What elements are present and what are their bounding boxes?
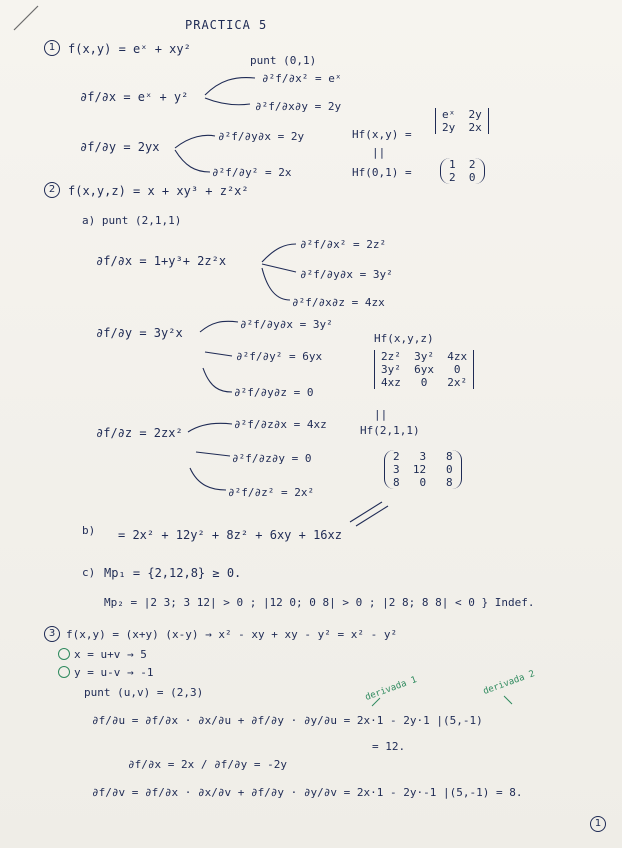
p2-dfdz-child: ∂²f/∂z∂y = 0 [232,452,312,465]
p3-chain-v: ∂f/∂v = ∂f/∂x · ∂x/∂v + ∂f/∂y · ∂y/∂v = 2x·1 - 2y·-1 |(5,-1) = 8. [92,786,523,799]
problem-1-number: 1 [44,40,60,56]
page-number: 1 [590,816,606,832]
p2-dfdy-child: ∂²f/∂y∂z = 0 [234,386,314,399]
problem-3-function: f(x,y) = (x+y) (x-y) → x² - xy + xy - y² = x² - y² [66,628,398,641]
p2-dfdx-child: ∂²f/∂x∂z = 4zx [292,296,385,309]
problem-3-number: 3 [44,626,60,642]
p1-dfdxdy: ∂²f/∂x∂y = 2y [255,100,342,113]
p2-hessian-point-row: 3 12 0 [393,463,453,476]
p3-y-definition: y = u-v → -1 [74,666,154,679]
p2-b-expression: = 2x² + 12y² + 8z² + 6xy + 16xz [118,528,342,542]
problem-1-function: f(x,y) = eˣ + xy² [68,42,191,56]
p2-dfdy: ∂f/∂y = 3y²x [96,326,183,340]
p3-x-definition: x = u+v → 5 [74,648,147,661]
p1-hessian-point-row: 2 0 [449,171,476,184]
p1-hessian-point-row: 1 2 [449,158,476,171]
p1-dfdy2: ∂²f/∂y² = 2x [212,166,292,179]
p3-label-derivada-1: derivada 1 [363,675,419,703]
p1-hessian-point-label: Hf(0,1) = [352,166,412,179]
p1-dfdydx: ∂²f/∂y∂x = 2y [218,130,305,143]
p1-dfdx: ∂f/∂x = eˣ + y² [80,90,189,104]
p1-dfdy: ∂f/∂y = 2yx [80,140,160,154]
p2-hessian-point-row: 2 3 8 [393,450,453,463]
p3-chain-u: ∂f/∂u = ∂f/∂x · ∂x/∂u + ∂f/∂y · ∂y/∂u = 2x·1 - 2y·1 |(5,-1) [92,714,483,727]
p2-hessian-row: 3y² 6yx 0 [381,363,461,376]
p2-hessian-label: Hf(x,y,z) [374,332,434,345]
p1-hessian-row: eˣ 2y [442,108,482,121]
p2-c-mp1: Mp₁ = {2,12,8} ≥ 0. [104,566,242,580]
p3-label-derivada-2: derivada 2 [481,669,537,697]
p2-hessian-row: 4xz 0 2x² [381,376,468,389]
p1-dfdx2: ∂²f/∂x² = eˣ [262,72,342,85]
p1-hessian-eq: || [372,146,386,159]
p3-point: punt (u,v) = (2,3) [84,686,204,699]
p2-dfdy-child: ∂²f/∂y² = 6yx [236,350,323,363]
problem-1-point: punt (0,1) [250,54,317,67]
p2-dfdx-child: ∂²f/∂y∂x = 3y² [300,268,393,281]
p2-hessian-row: 2z² 3y² 4zx [381,350,468,363]
p2-dfdx: ∂f/∂x = 1+y³+ 2z²x [96,254,227,268]
p1-hessian-matrix [435,108,489,134]
p1-hessian-row: 2y 2x [442,121,482,134]
p2-hessian-point-row: 8 0 8 [393,476,453,489]
p2-b-label: b) [82,524,96,537]
page-title: PRACTICA 5 [185,18,268,32]
p2-hessian-matrix [374,350,474,389]
p3-partials: ∂f/∂x = 2x / ∂f/∂y = -2y [128,758,287,771]
p2-a-label: a) punt (2,1,1) [82,214,182,227]
p2-hessian-point-label: Hf(2,1,1) [360,424,420,437]
p1-hessian-point-matrix [440,158,485,184]
p2-c-label: c) [82,566,96,579]
p2-dfdz: ∂f/∂z = 2zx² [96,426,183,440]
p2-hessian-eq: || [374,408,388,421]
p2-c-mp2: Mp₂ = |2 3; 3 12| > 0 ; |12 0; 0 8| > 0 ; |2 8; 8 8| < 0 } Indef. [104,596,535,609]
p2-dfdy-child: ∂²f/∂y∂x = 3y² [240,318,333,331]
p2-dfdz-child: ∂²f/∂z∂x = 4xz [234,418,327,431]
green-marker-1-icon [58,648,70,660]
p3-result-u: = 12. [372,740,406,753]
problem-2-function: f(x,y,z) = x + xy³ + z²x² [68,184,249,198]
p2-dfdx-child: ∂²f/∂x² = 2z² [300,238,387,251]
problem-2-number: 2 [44,182,60,198]
p2-dfdz-child: ∂²f/∂z² = 2x² [228,486,315,499]
green-marker-2-icon [58,666,70,678]
p1-hessian-label: Hf(x,y) = [352,128,412,141]
p2-hessian-point-matrix [384,450,462,489]
